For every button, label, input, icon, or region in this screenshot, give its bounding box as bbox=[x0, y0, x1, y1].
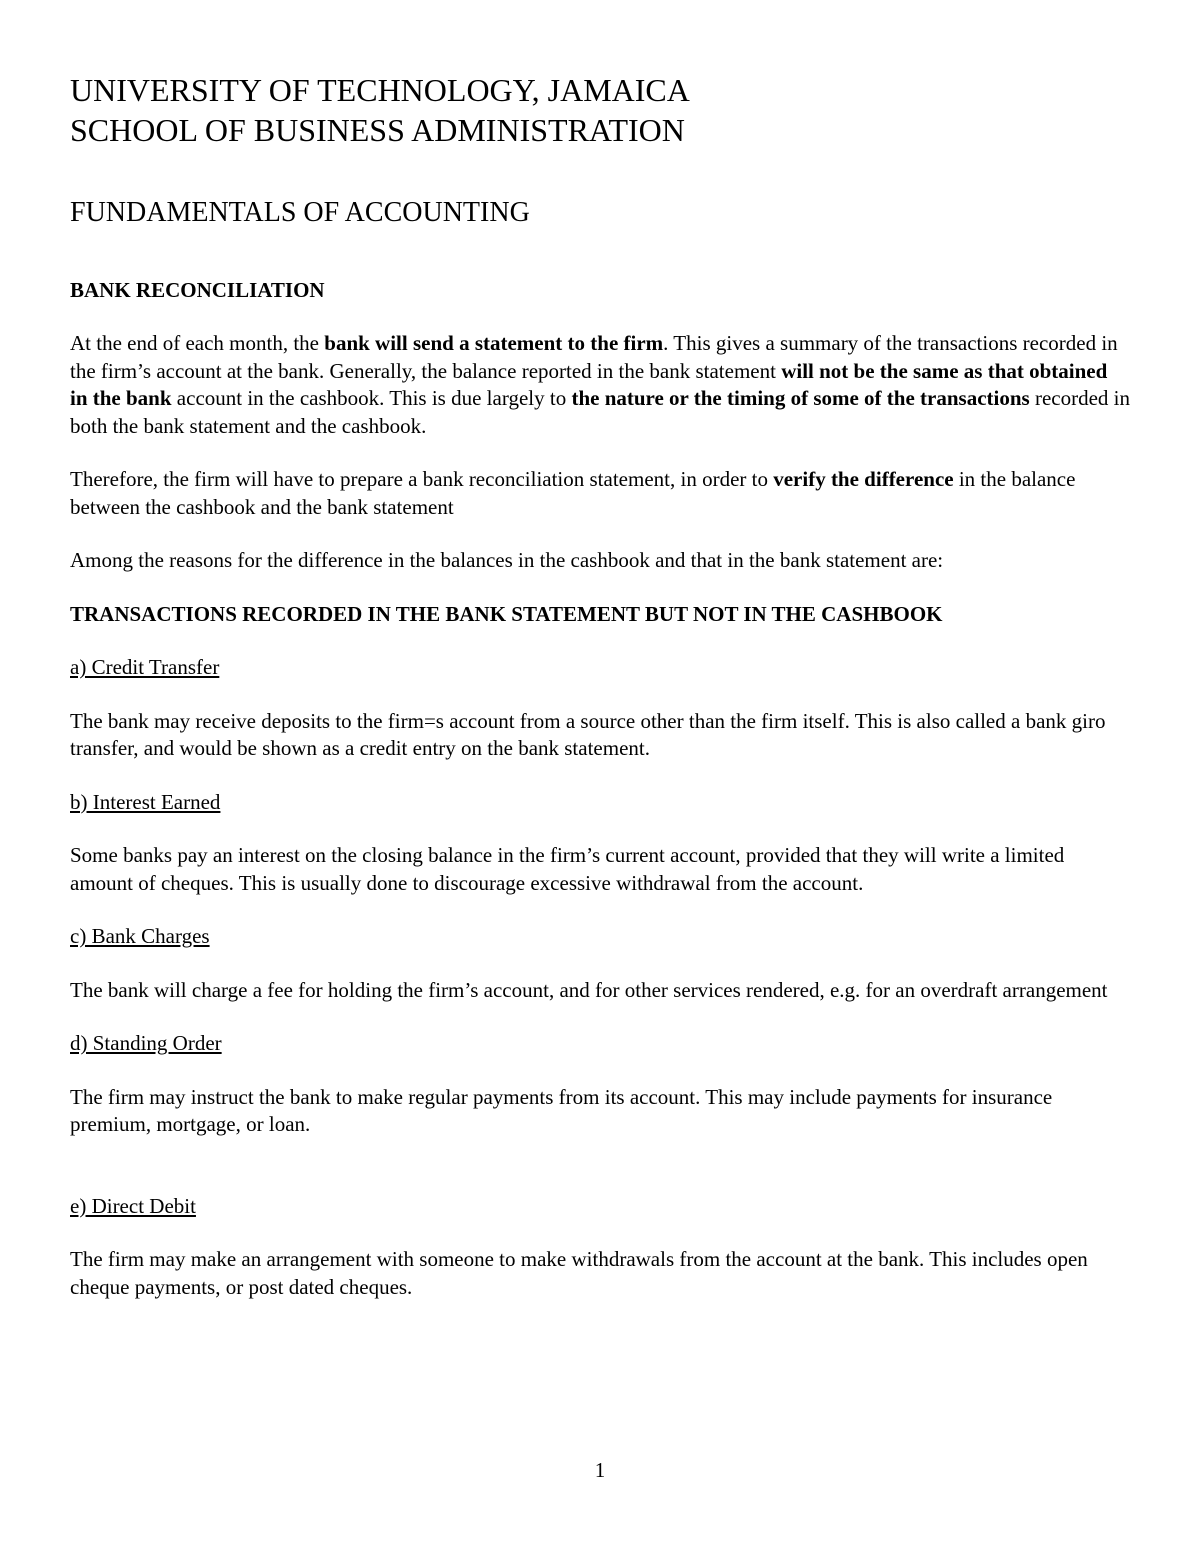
item-heading-standing-order: d) Standing Order bbox=[70, 1031, 222, 1055]
school-name: SCHOOL OF BUSINESS ADMINISTRATION bbox=[70, 112, 685, 148]
transactions-heading: TRANSACTIONS RECORDED IN THE BANK STATEMENT BUT NOT IN THE CASHBOOK bbox=[70, 601, 943, 626]
intro-bold-2: will not be the same as that obtained in the bank bbox=[70, 358, 1108, 410]
intro-bold-3: the nature or the timing of some of the transactions bbox=[571, 386, 1030, 410]
item-text-standing-order: The firm may instruct the bank to make regular payments from its account. This may include payments for insurance premium, mortgage, or loan. bbox=[70, 1084, 1053, 1136]
therefore-text-2: in the balance between the cashbook and the bank statement bbox=[70, 467, 1076, 519]
intro-paragraph bbox=[70, 330, 1130, 440]
intro-text-1: At the end of each month, the bbox=[70, 331, 325, 355]
section-title: BANK RECONCILIATION bbox=[70, 278, 325, 302]
item-text-direct-debit: The firm may make an arrangement with someone to make withdrawals from the account at the bank. This includes open cheque payments, or post dated cheques. bbox=[70, 1247, 1088, 1299]
item-heading-credit-transfer: a) Credit Transfer bbox=[70, 655, 220, 679]
intro-text-2: . This gives a summary of the transactions recorded in the firm’s account at the bank. Generally, the balance reported in the bank statement bbox=[70, 331, 1118, 383]
university-name: UNIVERSITY OF TECHNOLOGY, JAMAICA bbox=[70, 72, 690, 108]
page-number: 1 bbox=[594, 1458, 606, 1482]
item-heading-direct-debit: e) Direct Debit bbox=[70, 1193, 196, 1218]
reasons-intro-paragraph: Among the reasons for the difference in the balances in the cashbook and that in the bank statement are: bbox=[70, 548, 944, 572]
course-title: FUNDAMENTALS OF ACCOUNTING bbox=[70, 197, 530, 228]
item-text-interest-earned: Some banks pay an interest on the closing balance in the firm’s current account, provided that they will write a limited amount of cheques. This is usually done to discourage excessive withdrawal from the account. bbox=[70, 843, 1065, 895]
item-heading-bank-charges: c) Bank Charges bbox=[70, 924, 210, 948]
item-heading-interest-earned: b) Interest Earned bbox=[70, 789, 221, 814]
intro-bold-1: bank will send a statement to the firm bbox=[324, 331, 664, 355]
therefore-text-1: Therefore, the firm will have to prepare a bank reconciliation statement, in order to bbox=[70, 467, 774, 491]
intro-text-3: account in the cashbook. This is due largely to bbox=[171, 386, 572, 410]
document-page bbox=[70, 70, 1130, 1301]
item-text-bank-charges: The bank will charge a fee for holding the firm’s account, and for other services rendered, e.g. for an overdraft arrangement bbox=[70, 977, 1108, 1002]
therefore-paragraph bbox=[70, 466, 1130, 521]
therefore-bold-1: verify the difference bbox=[773, 467, 954, 491]
intro-text-4: recorded in both the bank statement and the cashbook. bbox=[70, 386, 1131, 438]
item-text-credit-transfer: The bank may receive deposits to the firm=s account from a source other than the firm itself. This is also called a bank giro transfer, and would be shown as a credit entry on the bank statement. bbox=[70, 708, 1106, 760]
